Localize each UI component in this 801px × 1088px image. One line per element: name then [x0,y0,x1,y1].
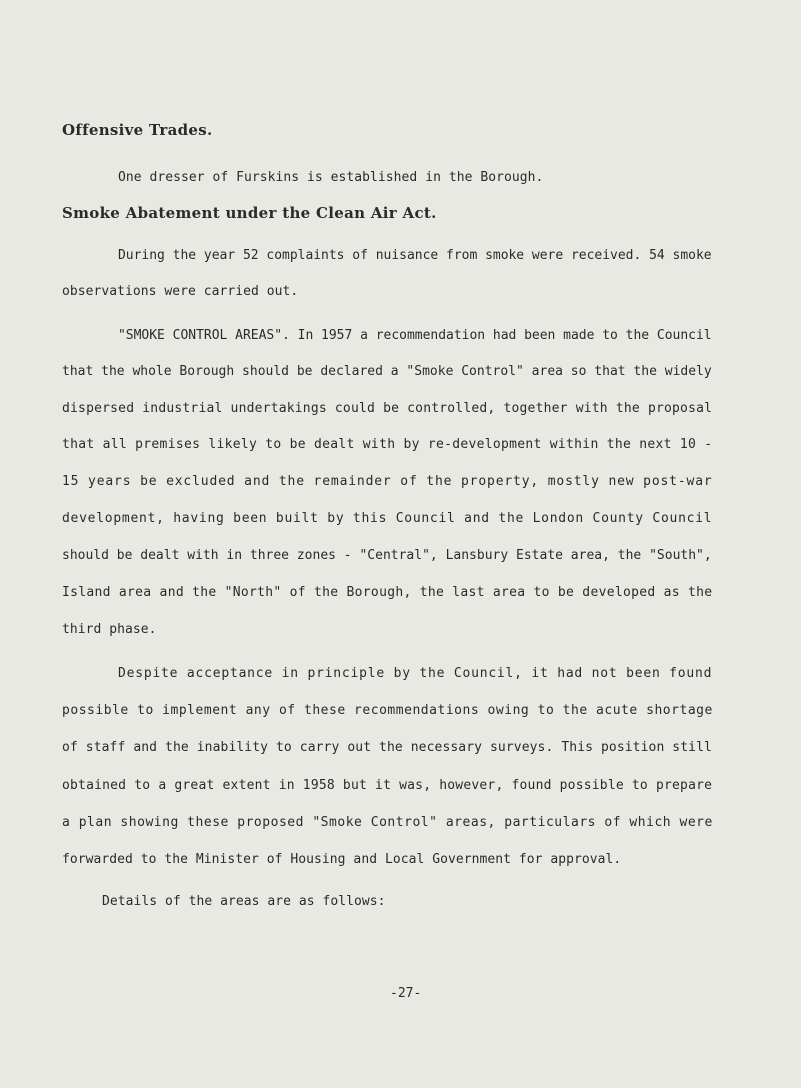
paragraph-complaints-line-1: During the year 52 complaints of nuisance from smoke were received. 54 smoke [118,248,712,263]
paragraph-despite-line-5: a plan showing these proposed "Smoke Control" areas, particulars of which were [62,815,713,830]
heading-smoke-abatement: Smoke Abatement under the Clean Air Act. [62,204,437,222]
paragraph-despite-line-1: Despite acceptance in principle by the Council, it had not been found [118,666,713,681]
paragraph-despite-line-4: obtained to a great extent in 1958 but it was, however, found possible to prepare [62,778,713,793]
paragraph-smoke-control-line-6: development, having been built by this Council and the London County Council [62,511,713,526]
paragraph-smoke-control-line-7: should be dealt with in three zones - "Central", Lansbury Estate area, the "South", [62,548,712,563]
paragraph-complaints-line-2: observations were carried out. [62,284,299,299]
page-number: -27- [390,986,422,1001]
paragraph-smoke-control-line-3: dispersed industrial undertakings could be controlled, together with the proposal [62,401,713,416]
paragraph-furskins-line-1: One dresser of Furskins is established in the Borough. [118,170,544,185]
paragraph-despite-line-3: of staff and the inability to carry out the necessary surveys. This position still [62,740,712,755]
paragraph-smoke-control-line-1: "SMOKE CONTROL AREAS". In 1957 a recommendation had been made to the Council [118,328,712,343]
paragraph-smoke-control-line-2: that the whole Borough should be declared a "Smoke Control" area so that the widely [62,364,712,379]
paragraph-despite-line-2: possible to implement any of these recommendations owing to the acute shortage [62,703,713,718]
paragraph-despite-line-6: forwarded to the Minister of Housing and Local Government for approval. [62,852,622,867]
heading-offensive-trades: Offensive Trades. [62,121,213,139]
paragraph-smoke-control-line-8: Island area and the "North" of the Borough, the last area to be developed as the [62,585,713,600]
paragraph-smoke-control-line-5: 15 years be excluded and the remainder of the property, mostly new post-war [62,474,713,489]
paragraph-smoke-control-line-4: that all premises likely to be dealt with by re-development within the next 10 - [62,437,713,452]
paragraph-details-line-1: Details of the areas are as follows: [102,894,386,909]
paragraph-smoke-control-line-9: third phase. [62,622,157,637]
